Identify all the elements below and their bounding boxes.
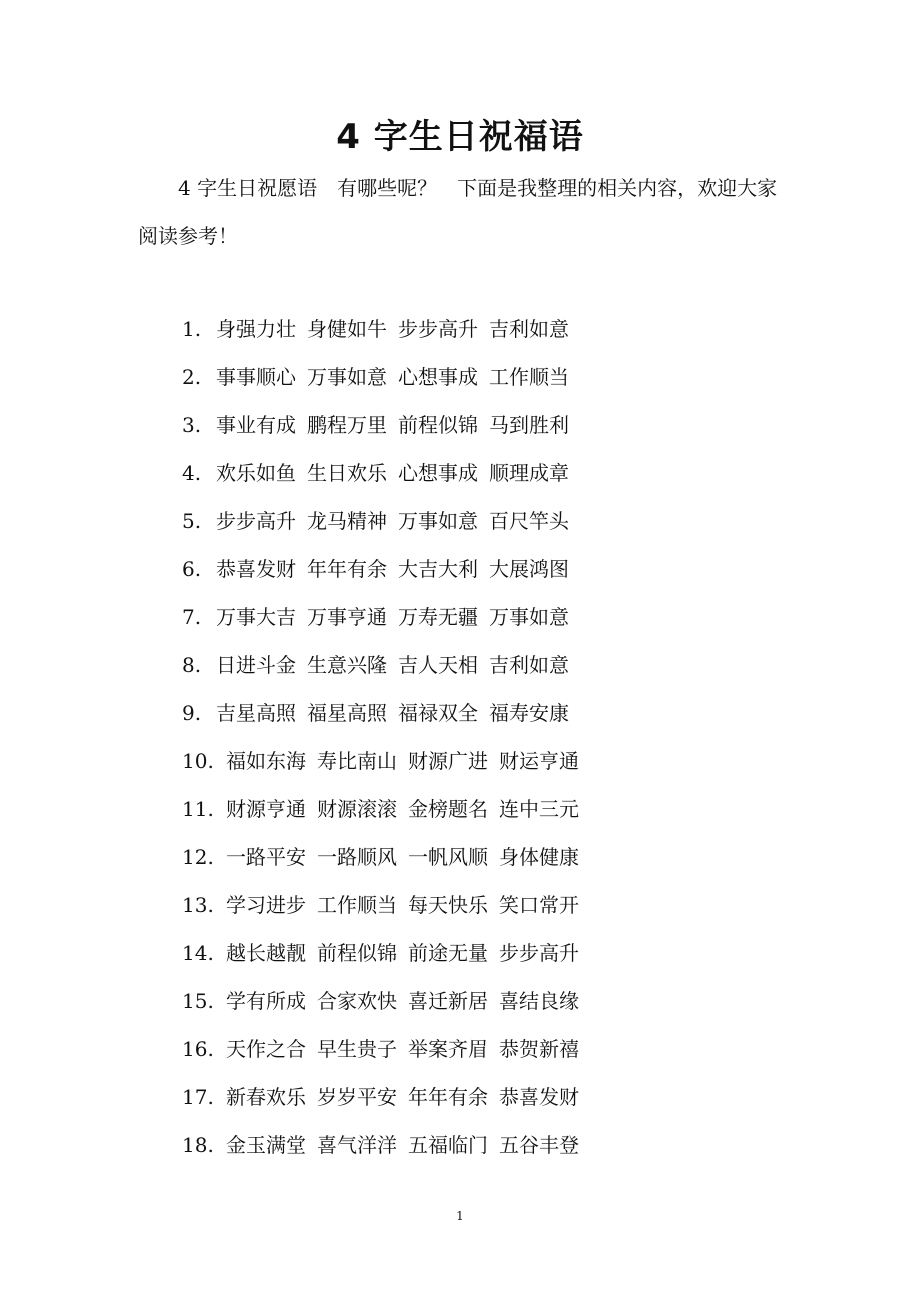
blessing-phrase: 福禄双全: [398, 701, 478, 725]
blessing-phrase: 大展鸿图: [489, 557, 569, 581]
list-item: [182, 881, 782, 929]
list-item-number: 17.: [182, 1085, 214, 1109]
list-item: [182, 641, 782, 689]
blessing-phrase: 步步高升: [398, 317, 478, 341]
blessing-phrase: 万事如意: [489, 605, 569, 629]
list-item: [182, 305, 782, 353]
blessing-phrase: 新春欢乐: [226, 1085, 306, 1109]
blessing-phrase: 学习进步: [226, 893, 306, 917]
blessing-phrase: 福寿安康: [489, 701, 569, 725]
list-item-number: 18.: [182, 1133, 214, 1157]
list-item-number: 1.: [182, 317, 202, 341]
list-item-number: 6.: [182, 557, 202, 581]
blessing-phrase: 财运亨通: [499, 749, 579, 773]
list-item: [182, 1121, 782, 1169]
blessing-phrase: 吉人天相: [398, 653, 478, 677]
blessing-phrase: 吉利如意: [489, 317, 569, 341]
list-item-number: 7.: [182, 605, 202, 629]
blessing-phrase: 一路顺风: [317, 845, 397, 869]
blessing-phrase: 前程似锦: [398, 413, 478, 437]
blessing-phrase: 恭喜发财: [499, 1085, 579, 1109]
blessing-phrase: 年年有余: [307, 557, 387, 581]
list-item-number: 16.: [182, 1037, 214, 1061]
blessing-phrase: 万事如意: [307, 365, 387, 389]
blessing-phrase: 吉星高照: [216, 701, 296, 725]
blessing-phrase: 恭贺新禧: [499, 1037, 579, 1061]
list-item: [182, 593, 782, 641]
blessing-phrase: 五谷丰登: [499, 1133, 579, 1157]
list-item-number: 2.: [182, 365, 202, 389]
blessing-phrase: 万事亨通: [307, 605, 387, 629]
list-item: [182, 785, 782, 833]
blessing-phrase: 越长越靓: [226, 941, 306, 965]
list-item: [182, 401, 782, 449]
blessing-phrase: 工作顺当: [317, 893, 397, 917]
blessing-phrase: 工作顺当: [489, 365, 569, 389]
blessing-phrase: 一帆风顺: [408, 845, 488, 869]
list-item-number: 12.: [182, 845, 214, 869]
list-item: [182, 497, 782, 545]
list-item-number: 10.: [182, 749, 214, 773]
blessing-phrase: 日进斗金: [216, 653, 296, 677]
blessing-phrase: 财源亨通: [226, 797, 306, 821]
list-item-number: 13.: [182, 893, 214, 917]
blessing-phrase: 财源广进: [408, 749, 488, 773]
blessing-phrase: 年年有余: [408, 1085, 488, 1109]
blessing-phrase: 金玉满堂: [226, 1133, 306, 1157]
list-item-number: 15.: [182, 989, 214, 1013]
blessing-phrase: 一路平安: [226, 845, 306, 869]
blessing-phrase: 举案齐眉: [408, 1037, 488, 1061]
blessing-phrase: 五福临门: [408, 1133, 488, 1157]
blessing-phrase: 连中三元: [499, 797, 579, 821]
blessing-phrase: 心想事成: [398, 365, 478, 389]
list-item: [182, 689, 782, 737]
blessing-phrase: 合家欢快: [317, 989, 397, 1013]
blessing-phrase: 福星高照: [307, 701, 387, 725]
list-item: [182, 833, 782, 881]
blessing-phrase: 鹏程万里: [307, 413, 387, 437]
list-item-number: 9.: [182, 701, 202, 725]
blessing-phrase: 寿比南山: [317, 749, 397, 773]
list-item: [182, 977, 782, 1025]
blessing-phrase: 生日欢乐: [307, 461, 387, 485]
blessing-phrase: 学有所成: [226, 989, 306, 1013]
blessing-phrase: 步步高升: [216, 509, 296, 533]
blessing-phrase: 身健如牛: [307, 317, 387, 341]
blessing-phrase: 早生贵子: [317, 1037, 397, 1061]
blessing-phrase: 身强力壮: [216, 317, 296, 341]
blessing-phrase: 喜结良缘: [499, 989, 579, 1013]
blessing-phrase: 万寿无疆: [398, 605, 478, 629]
list-item-number: 8.: [182, 653, 202, 677]
blessing-phrase: 龙马精神: [307, 509, 387, 533]
blessing-phrase: 岁岁平安: [317, 1085, 397, 1109]
blessing-list: [182, 305, 782, 1169]
intro-paragraph: [138, 164, 788, 260]
blessing-phrase: 百尺竿头: [489, 509, 569, 533]
blessing-phrase: 大吉大利: [398, 557, 478, 581]
blessing-phrase: 吉利如意: [489, 653, 569, 677]
list-item-number: 5.: [182, 509, 202, 533]
blessing-phrase: 事事顺心: [216, 365, 296, 389]
blessing-phrase: 心想事成: [398, 461, 478, 485]
blessing-phrase: 喜气洋洋: [317, 1133, 397, 1157]
blessing-phrase: 顺理成章: [489, 461, 569, 485]
blessing-phrase: 每天快乐: [408, 893, 488, 917]
intro-text: 4 字生日祝愿语 有哪些呢？ 下面是我整理的相关内容，欢迎大家阅读参考！: [138, 176, 778, 248]
list-item: [182, 1073, 782, 1121]
blessing-phrase: 马到胜利: [489, 413, 569, 437]
blessing-phrase: 生意兴隆: [307, 653, 387, 677]
blessing-phrase: 欢乐如鱼: [216, 461, 296, 485]
blessing-phrase: 喜迁新居: [408, 989, 488, 1013]
blessing-phrase: 前途无量: [408, 941, 488, 965]
blessing-phrase: 恭喜发财: [216, 557, 296, 581]
list-item-number: 11.: [182, 797, 214, 821]
blessing-phrase: 万事如意: [398, 509, 478, 533]
blessing-phrase: 金榜题名: [408, 797, 488, 821]
list-item-number: 3.: [182, 413, 202, 437]
blessing-phrase: 笑口常开: [499, 893, 579, 917]
blessing-phrase: 步步高升: [499, 941, 579, 965]
list-item: [182, 1025, 782, 1073]
blessing-phrase: 天作之合: [226, 1037, 306, 1061]
list-item-number: 4.: [182, 461, 202, 485]
blessing-phrase: 前程似锦: [317, 941, 397, 965]
blessing-phrase: 财源滚滚: [317, 797, 397, 821]
list-item-number: 14.: [182, 941, 214, 965]
list-item: [182, 929, 782, 977]
list-item: [182, 737, 782, 785]
list-item: [182, 449, 782, 497]
blessing-phrase: 福如东海: [226, 749, 306, 773]
list-item: [182, 545, 782, 593]
page-number: 1: [456, 1209, 464, 1223]
blessing-phrase: 身体健康: [499, 845, 579, 869]
document-title: 4 字生日祝福语: [336, 117, 584, 157]
blessing-phrase: 万事大吉: [216, 605, 296, 629]
list-item: [182, 353, 782, 401]
blessing-phrase: 事业有成: [216, 413, 296, 437]
